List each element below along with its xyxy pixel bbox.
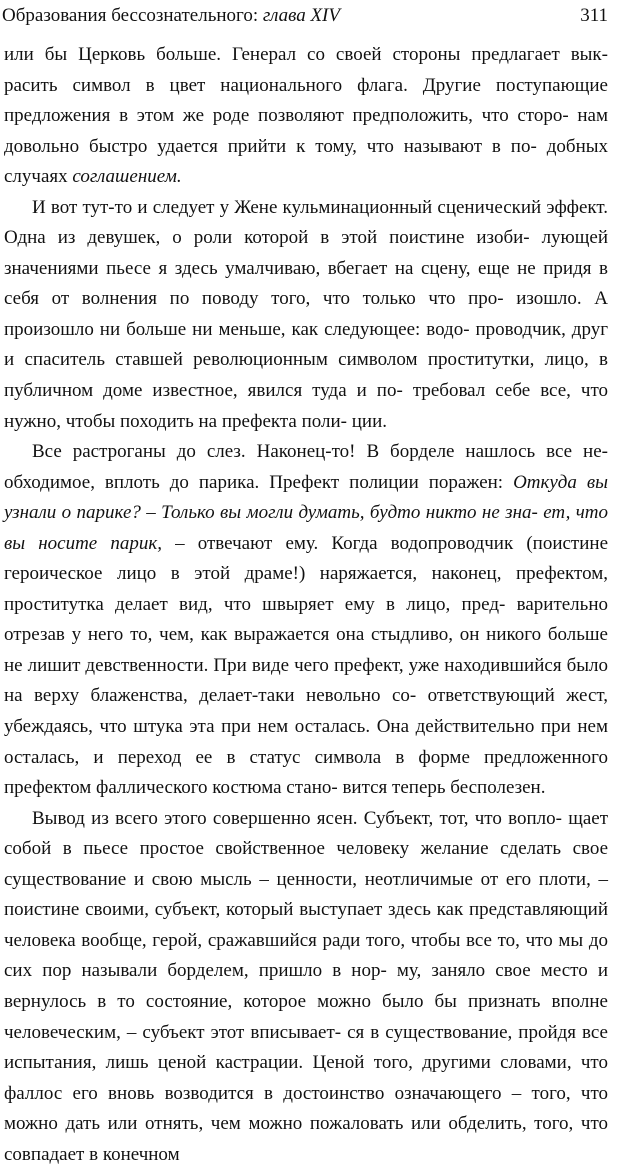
text-line: варительно отрезав у него то, чем, как выражается она стыдливо, он bbox=[4, 593, 608, 646]
text-line: обходимое, вплоть до парика. Префект полиции поражен: bbox=[4, 471, 514, 493]
text-line: ответствующий жест, убеждаясь, что штука эта при нем осталась. bbox=[4, 685, 609, 738]
paragraph bbox=[4, 804, 608, 1170]
text-line: нам довольно быстро удается прийти к тому, что называют в по- bbox=[4, 105, 608, 157]
text-line: вится теперь бесполезен. bbox=[342, 777, 546, 799]
italic-text: вы узнали о парике? – Только вы могли думать, будто никто не зна- bbox=[4, 471, 608, 524]
text-line: му, заняло свое место и вернулось в то состояние, которое можно bbox=[4, 960, 608, 1012]
text-line: ся в существование, пройдя все испытания, лишь ценой кастрации. bbox=[4, 1021, 608, 1074]
text-line: чтобы все то, что мы до сих пор называли борделем, пришло в нор- bbox=[4, 929, 608, 982]
text-line: эффект. Одна из девушек, о роли которой в этой поистине изоби- bbox=[4, 196, 608, 249]
text-line: можно пожаловать или обделить, того, что совпадает в конечном bbox=[4, 1113, 609, 1165]
body-text bbox=[4, 40, 608, 1170]
text-line: никого больше не лишит девственности. При виде чего префект, уже bbox=[4, 624, 608, 676]
text-line: достоинство означающего – того, что можно дать или отнять, чем bbox=[4, 1082, 609, 1135]
text-line: требовал себе все, что нужно, чтобы походить на префекта поли- bbox=[4, 380, 609, 432]
paragraph bbox=[4, 437, 608, 804]
text-line: щает собой в пьесе простое свойственное человеку желание сделать bbox=[4, 807, 609, 860]
chapter-label: глава XIV bbox=[262, 5, 340, 26]
text-line: Все растроганы до слез. Наконец-то! В борделе нашлось все не- bbox=[32, 441, 608, 463]
text-line: лующей значениями пьесе я здесь умалчиваю, вбегает на сцену, еще bbox=[4, 227, 608, 279]
text-line: Ценой того, другими словами, что фаллос его вновь возводится в bbox=[4, 1052, 608, 1104]
running-title bbox=[2, 2, 340, 30]
page-header bbox=[0, 2, 608, 32]
text-line: И вот тут-то и следует у Жене кульминационный сценический bbox=[32, 196, 542, 218]
page-number: 311 bbox=[580, 5, 608, 26]
text-line: или бы Церковь больше. Генерал со своей стороны предлагает вык- bbox=[4, 44, 608, 65]
text-line: расить символ в цвет национального флага. Другие поступающие bbox=[4, 74, 608, 96]
text-line: (поистине героическое лицо в этой драме!) наряжается, наконец, bbox=[4, 532, 608, 585]
paragraph bbox=[4, 193, 608, 437]
text-line: было бы признать вполне человеческим, – субъект этот вписывает- bbox=[4, 990, 608, 1043]
running-title-text: Образования бессознательного: bbox=[2, 5, 263, 26]
text-line: находившийся было на верху блаженства, делает-таки невольно со- bbox=[4, 654, 609, 707]
paragraph bbox=[4, 40, 608, 193]
italic-text: соглашением. bbox=[72, 166, 182, 188]
text-line: проститутки, лицо, в публичном доме известное, явился туда и по- bbox=[4, 349, 609, 402]
text-line: предложения в этом же роде позволяют предположить, что сторо- bbox=[4, 105, 569, 127]
text-line: проводчик, друг и спаситель ставшей революционным символом bbox=[4, 318, 608, 371]
italic-text: Откуда bbox=[513, 471, 577, 493]
text-line: ции. bbox=[351, 410, 388, 432]
text-line: префектом, проститутка делает вид, что швыряет ему в лицо, пред- bbox=[4, 563, 609, 615]
text-line: плоти, – поистине своими, субъект, который выступает здесь как bbox=[4, 868, 609, 921]
italic-text: ет, что вы носите парик, bbox=[4, 502, 609, 554]
text-line: не придя в себя от волнения по поводу того, что только что про- bbox=[4, 257, 608, 310]
text-line: Она действительно при нем осталась, и переход ее в статус символа bbox=[4, 716, 608, 768]
text-line: в форме предложенного префектом фаллического костюма стано- bbox=[4, 746, 609, 799]
text-line: – отвечают ему. Когда водопроводчик bbox=[162, 532, 514, 554]
text-line: представляющий человека вообще, герой, сражавшийся ради того, bbox=[4, 899, 608, 951]
text-line: Вывод из всего этого совершенно ясен. Субъект, тот, что вопло- bbox=[32, 807, 562, 829]
text-line: добных случаях bbox=[4, 135, 609, 188]
text-line: изошло. А произошло ни больше ни меньше, как следующее: водо- bbox=[4, 288, 608, 340]
text-line: свое существование и свою мысль – ценности, неотличимые от его bbox=[4, 838, 609, 890]
